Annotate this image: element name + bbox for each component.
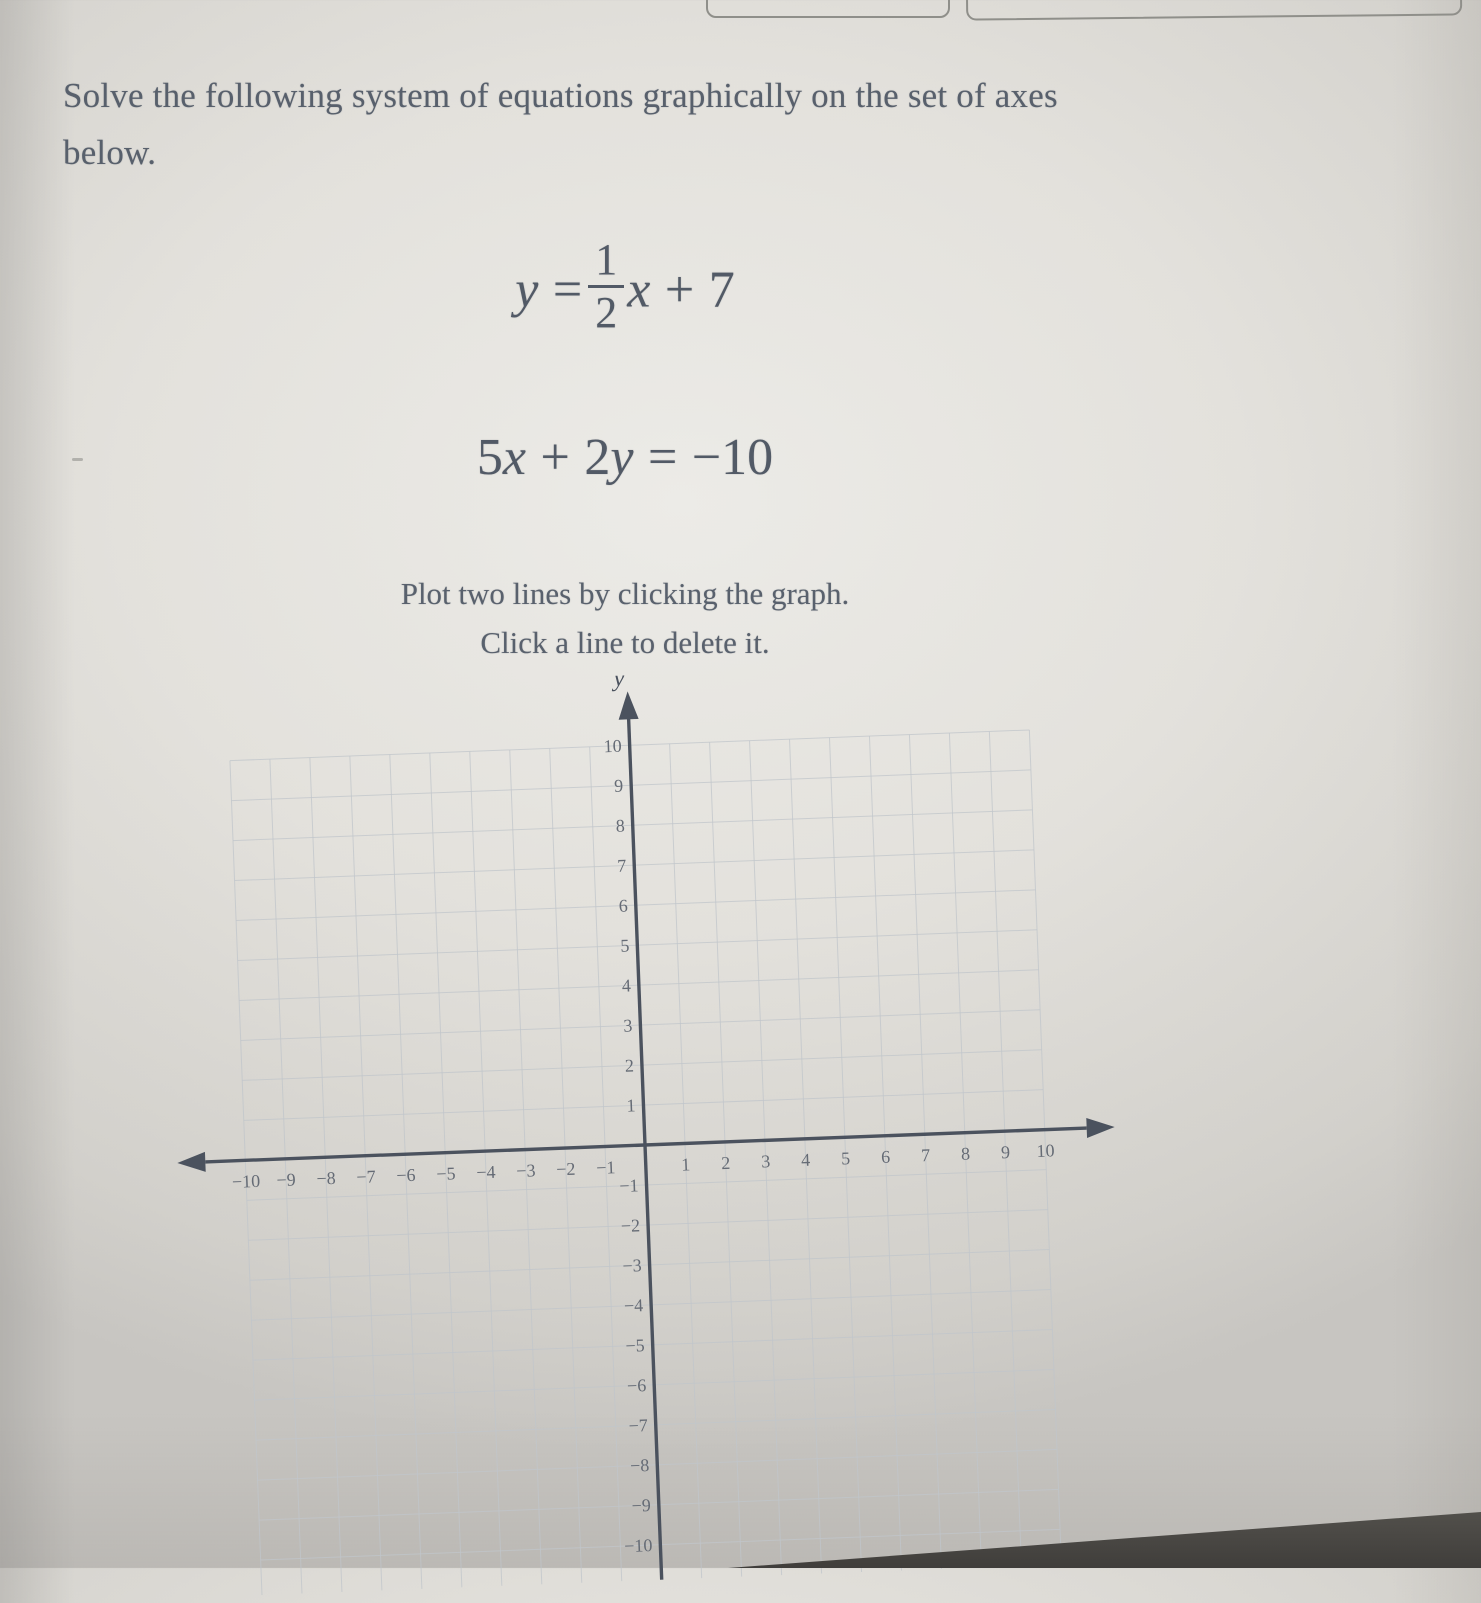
eq1-numerator: 1 [588,238,624,288]
svg-text:−1: −1 [619,1175,639,1197]
svg-text:6: 6 [618,895,629,916]
svg-text:10: 10 [603,735,623,757]
svg-text:−6: −6 [396,1164,416,1186]
eq2-coef1: 5 [476,429,503,486]
y-axis-top-arrow [618,691,639,720]
eq1-variable: x [627,261,651,319]
svg-text:4: 4 [621,975,632,996]
problem-prompt [63,68,1413,181]
eq2-var1: x [502,429,526,486]
x-axis-label: x [1126,1114,1139,1142]
svg-text:−2: −2 [555,1158,576,1180]
svg-text:8: 8 [615,815,626,836]
svg-text:2: 2 [624,1055,635,1076]
svg-text:−9: −9 [276,1169,297,1191]
instruction-line-2: Click a line to delete it. [480,624,770,660]
eq1-constant: 7 [708,261,735,319]
x-axis-left-arrow [177,1152,206,1173]
svg-text:−8: −8 [629,1455,650,1476]
svg-text:−6: −6 [626,1375,647,1396]
svg-text:10: 10 [1036,1140,1055,1161]
svg-text:−10: −10 [623,1535,653,1557]
eq2-equals: = [647,429,678,486]
svg-text:1: 1 [680,1154,691,1175]
eq1-plus: + [664,261,695,319]
svg-text:1: 1 [626,1095,636,1116]
equation-1 [0,235,1250,337]
eq2-plus: + [540,429,570,486]
top-button-left[interactable] [706,0,950,18]
svg-text:−3: −3 [515,1160,536,1181]
svg-text:5: 5 [840,1148,851,1169]
equation-2 [0,428,1250,487]
instruction-line-1: Plot two lines by clicking the graph. [400,576,850,611]
eq2-var2: y [610,429,634,486]
svg-text:−10: −10 [231,1170,261,1192]
prompt-line-2: below. [63,132,157,172]
svg-text:−4: −4 [475,1161,496,1183]
svg-text:2: 2 [720,1152,731,1174]
eq2-coef2: 2 [584,429,611,486]
svg-text:5: 5 [619,935,630,956]
svg-text:8: 8 [960,1143,971,1164]
y-axis-label: y [612,664,626,692]
eq1-equals: = [552,261,583,319]
svg-text:3: 3 [760,1151,771,1172]
svg-text:−1: −1 [595,1157,616,1178]
svg-text:3: 3 [623,1015,633,1036]
x-axis-right-arrow [1086,1117,1115,1138]
svg-text:−8: −8 [316,1167,336,1189]
svg-text:−2: −2 [620,1215,641,1236]
svg-text:−4: −4 [623,1295,644,1316]
eq2-rhs: −10 [691,429,774,486]
prompt-line-1: Solve the following system of equations graphically on the set of axes [63,76,1058,115]
svg-text:−5: −5 [625,1335,646,1356]
eq1-lhs: y [515,261,539,319]
svg-text:7: 7 [616,855,627,876]
svg-text:7: 7 [920,1145,931,1166]
svg-text:−3: −3 [622,1255,642,1276]
svg-text:9: 9 [613,775,624,796]
stray-mark [72,458,83,461]
coordinate-graph[interactable] [147,657,1141,1598]
svg-text:−7: −7 [628,1415,649,1436]
svg-text:−9: −9 [631,1495,652,1516]
svg-text:4: 4 [800,1149,811,1171]
svg-text:−7: −7 [356,1166,376,1188]
eq1-denominator: 2 [595,287,618,337]
eq1-fraction [588,235,624,337]
svg-text:−5: −5 [435,1163,456,1185]
graph-svg [147,657,1141,1598]
svg-text:6: 6 [880,1146,891,1167]
graph-instructions [0,570,1250,668]
svg-text:9: 9 [1000,1141,1011,1163]
top-button-right[interactable] [966,0,1462,21]
